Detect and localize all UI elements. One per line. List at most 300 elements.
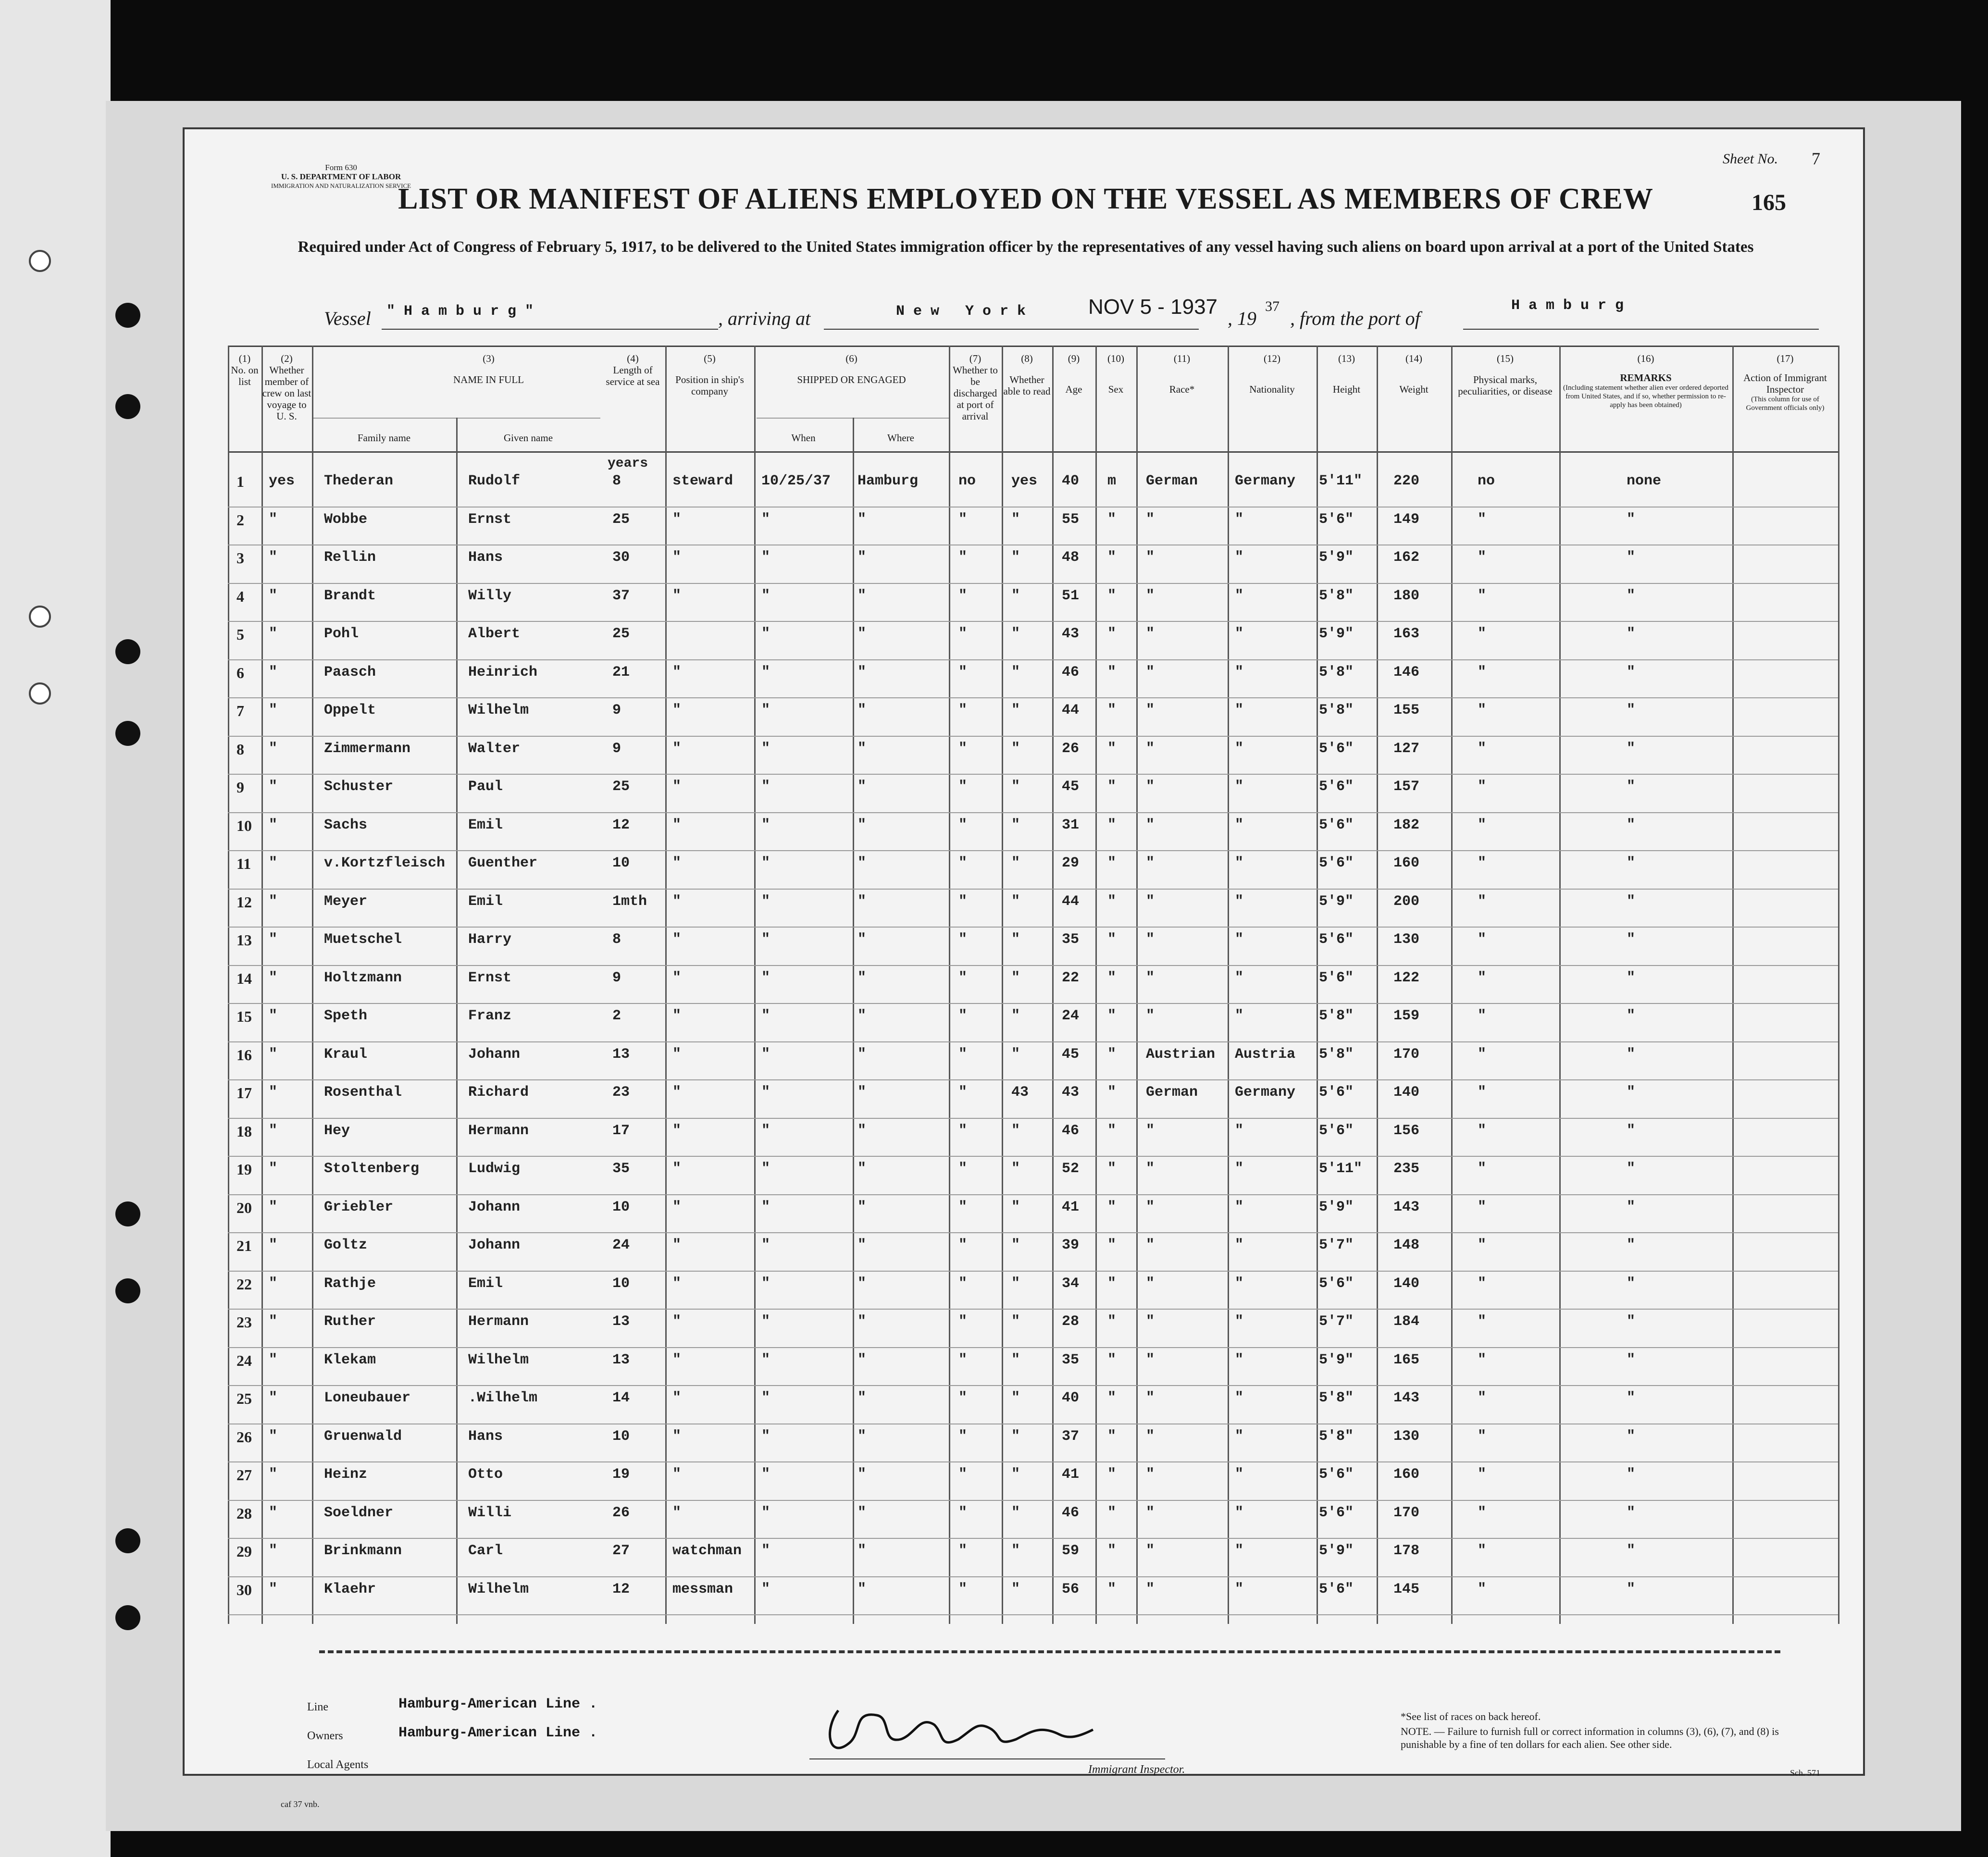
age: 22 [1062, 969, 1080, 986]
able-to-read: " [1011, 817, 1020, 833]
age: 40 [1062, 473, 1080, 489]
prev-voyage: " [269, 1161, 278, 1177]
given-name: Willy [468, 587, 512, 604]
given-name: Paul [468, 779, 503, 795]
height: 5'8" [1319, 587, 1354, 604]
position: " [672, 779, 682, 795]
sheet-number: 7 [1812, 149, 1820, 168]
remarks: " [1627, 1122, 1636, 1139]
row-number: 17 [236, 1084, 252, 1102]
sex: " [1107, 969, 1117, 986]
column-border [1317, 346, 1318, 1624]
row-rule [228, 1461, 1838, 1462]
age: 34 [1062, 1275, 1080, 1292]
weight: 149 [1393, 511, 1420, 528]
family-name: Gruenwald [324, 1428, 402, 1445]
weight: 162 [1393, 549, 1420, 566]
shipped-where: " [857, 855, 867, 871]
weight: 163 [1393, 626, 1420, 642]
shipped-when: " [761, 1504, 770, 1521]
family-name: Speth [324, 1008, 368, 1024]
race: " [1146, 1122, 1155, 1139]
row-rule [228, 1003, 1838, 1004]
nationality: " [1235, 1504, 1244, 1521]
remarks: " [1627, 1161, 1636, 1177]
shipped-when: " [761, 1046, 770, 1063]
local-agents-label: Local Agents [307, 1758, 369, 1771]
remarks: " [1627, 702, 1636, 718]
service-length: 30 [612, 549, 630, 566]
weight: 160 [1393, 1466, 1420, 1483]
discharged: " [958, 587, 968, 604]
nationality: " [1235, 855, 1244, 871]
nationality: " [1235, 664, 1244, 681]
discharged: " [958, 855, 968, 871]
inspector-signature [819, 1691, 1107, 1763]
remarks: " [1627, 740, 1636, 757]
prev-voyage: " [269, 1351, 278, 1368]
height: 5'8" [1319, 1008, 1354, 1024]
physical-marks: " [1478, 1199, 1487, 1215]
service-length: 25 [612, 511, 630, 528]
position: " [672, 855, 682, 871]
discharged: " [958, 817, 968, 833]
row-rule [228, 1385, 1838, 1386]
race: German [1146, 473, 1198, 489]
discharged: " [958, 969, 968, 986]
service-name: IMMIGRATION AND NATURALIZATION SERVICE [271, 182, 411, 189]
sex: " [1107, 1237, 1117, 1253]
weight: 235 [1393, 1161, 1420, 1177]
prev-voyage: " [269, 1237, 278, 1253]
discharged: " [958, 1008, 968, 1024]
race: " [1146, 664, 1155, 681]
given-name: Heinrich [468, 664, 538, 681]
shipped-where: " [857, 1504, 867, 1521]
row-rule [228, 659, 1838, 660]
remarks: " [1627, 1390, 1636, 1406]
sex: " [1107, 1504, 1117, 1521]
row-rule [228, 1194, 1838, 1195]
shipped-where: " [857, 1428, 867, 1445]
physical-marks: " [1478, 1122, 1487, 1139]
owners-label: Owners [307, 1730, 343, 1742]
sex: " [1107, 1543, 1117, 1559]
weight: 157 [1393, 779, 1420, 795]
weight: 165 [1393, 1351, 1420, 1368]
height: 5'8" [1319, 702, 1354, 718]
age: 39 [1062, 1237, 1080, 1253]
shipped-where: " [857, 1084, 867, 1101]
height: 5'6" [1319, 1084, 1354, 1101]
row-rule [228, 1271, 1838, 1272]
discharged: " [958, 664, 968, 681]
nationality: " [1235, 1008, 1244, 1024]
row-rule [228, 774, 1838, 775]
prev-voyage: " [269, 1504, 278, 1521]
given-name: Emil [468, 817, 503, 833]
weight: 220 [1393, 473, 1420, 489]
position: " [672, 1390, 682, 1406]
height: 5'6" [1319, 1275, 1354, 1292]
column-border [228, 346, 229, 1624]
position: messman [672, 1581, 733, 1597]
nationality: " [1235, 1237, 1244, 1253]
age: 35 [1062, 931, 1080, 948]
nationality: " [1235, 1275, 1244, 1292]
shipped-where: " [857, 1122, 867, 1139]
physical-marks: " [1478, 1237, 1487, 1253]
shipped-when: " [761, 1122, 770, 1139]
shipped-when: " [761, 1161, 770, 1177]
position: " [672, 1504, 682, 1521]
sheet-label: Sheet No. [1723, 151, 1778, 167]
shipped-where: " [857, 1313, 867, 1330]
discharged: " [958, 1428, 968, 1445]
prev-voyage: " [269, 587, 278, 604]
given-name: Hans [468, 549, 503, 566]
nationality: " [1235, 740, 1244, 757]
remarks: " [1627, 549, 1636, 566]
sex: " [1107, 587, 1117, 604]
row-number: 13 [236, 931, 252, 949]
height: 5'6" [1319, 511, 1354, 528]
prev-voyage: " [269, 817, 278, 833]
prev-voyage: " [269, 549, 278, 566]
form-subtitle: Required under Act of Congress of February 5, 1917, to be delivered to the United States immigration officer by the representatives of any vessel having such aliens on board upon arrival at a port of the United States [298, 238, 1754, 256]
age: 45 [1062, 1046, 1080, 1063]
age: 48 [1062, 549, 1080, 566]
nationality: Germany [1235, 1084, 1296, 1101]
race: " [1146, 740, 1155, 757]
row-rule [228, 812, 1838, 813]
given-name: Wilhelm [468, 1581, 529, 1597]
discharged: " [958, 1161, 968, 1177]
row-number: 22 [236, 1275, 252, 1293]
given-name: Ludwig [468, 1161, 521, 1177]
age: 56 [1062, 1581, 1080, 1597]
row-number: 5 [236, 626, 244, 643]
row-number: 11 [236, 855, 251, 872]
discharged: " [958, 740, 968, 757]
physical-marks: " [1478, 1313, 1487, 1330]
shipped-when: " [761, 1351, 770, 1368]
nationality: Germany [1235, 473, 1296, 489]
age: 41 [1062, 1199, 1080, 1215]
race: " [1146, 1351, 1155, 1368]
remarks: " [1627, 1084, 1636, 1101]
binder-strip [0, 0, 111, 1857]
year-value: 37 [1265, 298, 1280, 314]
penalty-note: NOTE. — Failure to furnish full or correct information in columns (3), (6), (7), and (8) is punishable by a fine of ten dollars for each alien. See other side. [1401, 1725, 1779, 1750]
age: 44 [1062, 702, 1080, 718]
able-to-read: " [1011, 1237, 1020, 1253]
service-length: 23 [612, 1084, 630, 1101]
binder-hole [115, 1528, 140, 1553]
weight: 127 [1393, 740, 1420, 757]
service-length: 12 [612, 1581, 630, 1597]
height: 5'9" [1319, 1351, 1354, 1368]
sex: " [1107, 893, 1117, 910]
given-name: Hans [468, 1428, 503, 1445]
given-name: Albert [468, 626, 521, 642]
position: " [672, 511, 682, 528]
row-rule [228, 1079, 1838, 1080]
row-rule [228, 507, 1838, 508]
sex: " [1107, 1275, 1117, 1292]
position: " [672, 931, 682, 948]
able-to-read: " [1011, 1199, 1020, 1215]
binder-hole [115, 721, 140, 746]
sex: " [1107, 511, 1117, 528]
form-number: Form 630 [325, 163, 357, 172]
remarks: " [1627, 1351, 1636, 1368]
sex: " [1107, 549, 1117, 566]
sex: " [1107, 1199, 1117, 1215]
position: " [672, 587, 682, 604]
weight: 130 [1393, 1428, 1420, 1445]
col-16-header: (16) REMARKS (Including statement whether alien ever ordered deported from United States, and if so, whether permission to re-apply has been obtained) [1563, 353, 1729, 409]
shipped-where: " [857, 969, 867, 986]
binder-hole [115, 1605, 140, 1630]
discharged: " [958, 893, 968, 910]
sex: " [1107, 1466, 1117, 1483]
column-border [456, 418, 458, 1624]
prev-voyage: " [269, 1390, 278, 1406]
service-length: 19 [612, 1466, 630, 1483]
nationality: " [1235, 931, 1244, 948]
prev-voyage: " [269, 1581, 278, 1597]
remarks: " [1627, 511, 1636, 528]
weight: 160 [1393, 855, 1420, 871]
physical-marks: " [1478, 1351, 1487, 1368]
schedule-number: Sch. 571 [1790, 1768, 1820, 1778]
remarks: " [1627, 626, 1636, 642]
row-rule [228, 1041, 1838, 1042]
row-number: 1 [236, 473, 244, 490]
nationality: Austria [1235, 1046, 1296, 1063]
row-rule [228, 889, 1838, 890]
prev-voyage: " [269, 1046, 278, 1063]
vessel-label: Vessel [324, 308, 371, 329]
age: 46 [1062, 1122, 1080, 1139]
prev-voyage: " [269, 1275, 278, 1292]
service-length: 13 [612, 1313, 630, 1330]
height: 5'7" [1319, 1313, 1354, 1330]
service-length: 2 [612, 1008, 621, 1024]
binder-hole [29, 682, 51, 705]
given-name-header: Given name [503, 432, 553, 444]
shipped-when: " [761, 1275, 770, 1292]
position: " [672, 817, 682, 833]
age: 55 [1062, 511, 1080, 528]
family-name: Goltz [324, 1237, 368, 1253]
given-name: Wilhelm [468, 1351, 529, 1368]
col-9-header: (9) Age [1065, 353, 1082, 395]
col-10-header: (10) Sex [1107, 353, 1124, 395]
given-name: Emil [468, 1275, 503, 1292]
height: 5'9" [1319, 549, 1354, 566]
row-rule [228, 1118, 1838, 1119]
shipped-where: " [857, 1351, 867, 1368]
sex: " [1107, 1046, 1117, 1063]
able-to-read: " [1011, 1581, 1020, 1597]
height: 5'7" [1319, 1237, 1354, 1253]
shipped-when: " [761, 817, 770, 833]
shipped-when: " [761, 969, 770, 986]
age: 59 [1062, 1543, 1080, 1559]
sex: " [1107, 1390, 1117, 1406]
height: 5'9" [1319, 1199, 1354, 1215]
service-length: 9 [612, 740, 621, 757]
physical-marks: " [1478, 511, 1487, 528]
service-length: 35 [612, 1161, 630, 1177]
able-to-read: " [1011, 549, 1020, 566]
race: " [1146, 1237, 1155, 1253]
race: Austrian [1146, 1046, 1216, 1063]
sex: " [1107, 779, 1117, 795]
given-name: .Wilhelm [468, 1390, 538, 1406]
position: " [672, 969, 682, 986]
family-name: v.Kortzfleisch [324, 855, 446, 871]
able-to-read: " [1011, 1313, 1020, 1330]
family-name: Holtzmann [324, 969, 402, 986]
able-to-read: " [1011, 1351, 1020, 1368]
printer-mark: caf 37 vnb. [281, 1799, 320, 1809]
row-number: 14 [236, 969, 252, 987]
given-name: Johann [468, 1237, 521, 1253]
col-7-header: (7) Whether to be discharged at port of arrival [953, 353, 998, 422]
prev-voyage: " [269, 931, 278, 948]
prev-voyage: " [269, 626, 278, 642]
prev-voyage: " [269, 1313, 278, 1330]
col-2-header: (2) Whether member of crew on last voyage to U. S. [262, 353, 311, 422]
row-rule [228, 1614, 1838, 1615]
service-length: 17 [612, 1122, 630, 1139]
shipped-where: " [857, 1237, 867, 1253]
column-border [1559, 346, 1561, 1624]
owners-value: Hamburg-American Line . [398, 1725, 598, 1741]
position: " [672, 740, 682, 757]
col-1-header: (1) No. on list [231, 353, 259, 387]
remarks: " [1627, 931, 1636, 948]
remarks: " [1627, 1466, 1636, 1483]
weight: 145 [1393, 1581, 1420, 1597]
shipped-when: " [761, 855, 770, 871]
family-name: Klekam [324, 1351, 376, 1368]
shipped-where: " [857, 1046, 867, 1063]
shipped-when: " [761, 740, 770, 757]
col-6-header: (6) SHIPPED OR ENGAGED [797, 353, 906, 385]
height: 5'8" [1319, 1428, 1354, 1445]
table-top-border [228, 346, 1838, 347]
column-border [1052, 346, 1054, 1624]
sex: " [1107, 1161, 1117, 1177]
position: " [672, 1313, 682, 1330]
nationality: " [1235, 1313, 1244, 1330]
discharged: " [958, 1581, 968, 1597]
shipped-when: " [761, 1313, 770, 1330]
able-to-read: " [1011, 511, 1020, 528]
remarks: " [1627, 1237, 1636, 1253]
binder-hole [29, 250, 51, 272]
table-header-border [228, 451, 1838, 453]
able-to-read: " [1011, 587, 1020, 604]
service-length: 25 [612, 626, 630, 642]
given-name: Willi [468, 1504, 512, 1521]
physical-marks: " [1478, 1428, 1487, 1445]
column-border [312, 346, 313, 1624]
family-name: Hey [324, 1122, 350, 1139]
given-name: Franz [468, 1008, 512, 1024]
given-name: Rudolf [468, 473, 521, 489]
age: 31 [1062, 817, 1080, 833]
shipped-when: " [761, 1390, 770, 1406]
shipped-where: " [857, 1390, 867, 1406]
remarks: " [1627, 1199, 1636, 1215]
vessel-name: " H a m b u r g " [386, 303, 534, 320]
weight: 143 [1393, 1199, 1420, 1215]
family-name: Wobbe [324, 511, 368, 528]
weight: 140 [1393, 1084, 1420, 1101]
weight: 178 [1393, 1543, 1420, 1559]
nationality: " [1235, 817, 1244, 833]
family-name: Thederan [324, 473, 394, 489]
row-number: 6 [236, 664, 244, 681]
race: " [1146, 1466, 1155, 1483]
column-border [949, 346, 950, 1624]
shipped-when: " [761, 549, 770, 566]
shipped-where: " [857, 626, 867, 642]
height: 5'6" [1319, 1122, 1354, 1139]
able-to-read: " [1011, 1046, 1020, 1063]
page-number: 165 [1752, 190, 1786, 215]
height: 5'11" [1319, 1161, 1363, 1177]
shipped-when: " [761, 893, 770, 910]
race: " [1146, 893, 1155, 910]
height: 5'6" [1319, 817, 1354, 833]
shipped-where: " [857, 549, 867, 566]
able-to-read: " [1011, 1390, 1020, 1406]
age: 45 [1062, 779, 1080, 795]
physical-marks: " [1478, 817, 1487, 833]
row-number: 9 [236, 779, 244, 796]
position: " [672, 1161, 682, 1177]
service-length: 26 [612, 1504, 630, 1521]
shipped-when: " [761, 779, 770, 795]
discharged: " [958, 549, 968, 566]
form-title: LIST OR MANIFEST OF ALIENS EMPLOYED ON THE VESSEL AS MEMBERS OF CREW [398, 183, 1653, 215]
height: 5'9" [1319, 1543, 1354, 1559]
departure-port: H a m b u r g [1511, 297, 1624, 314]
age: 52 [1062, 1161, 1080, 1177]
family-name: Kraul [324, 1046, 368, 1063]
row-rule [228, 1309, 1838, 1310]
service-length: 37 [612, 587, 630, 604]
weight: 182 [1393, 817, 1420, 833]
family-name: Soeldner [324, 1504, 394, 1521]
able-to-read: " [1011, 855, 1020, 871]
shipped-when: " [761, 664, 770, 681]
col-3-header: (3) NAME IN FULL [453, 353, 524, 385]
weight: 155 [1393, 702, 1420, 718]
position: watchman [672, 1543, 742, 1559]
shipped-when: 10/25/37 [761, 473, 831, 489]
binder-hole [115, 639, 140, 664]
remarks: " [1627, 893, 1636, 910]
nationality: " [1235, 1581, 1244, 1597]
row-number: 12 [236, 893, 252, 911]
